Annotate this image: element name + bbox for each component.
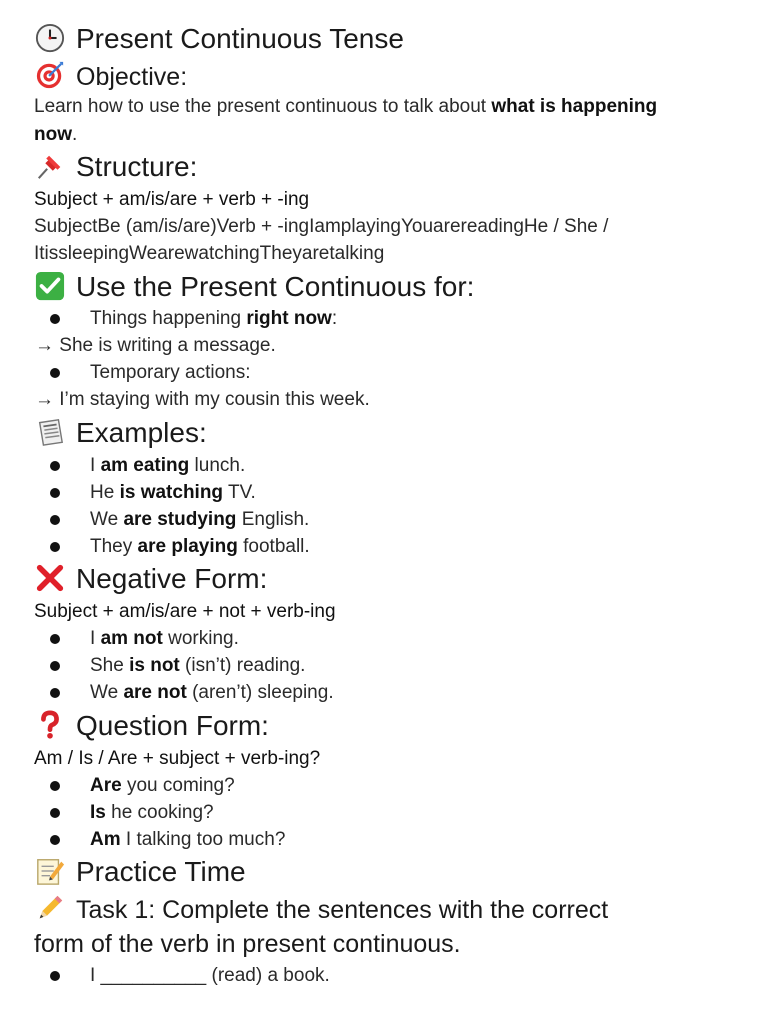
- practice-item-1: I __________ (read) a book.: [90, 965, 330, 986]
- structure-heading: [34, 150, 197, 184]
- negative-text: We: [90, 682, 124, 703]
- use-item-1: [90, 305, 337, 332]
- examples-heading: [34, 416, 207, 450]
- page-title: [34, 22, 404, 56]
- negative-item-2: [90, 652, 305, 679]
- question-mark-icon: [34, 710, 68, 740]
- bullet-dot: [50, 542, 60, 552]
- structure-table-line2: ItissleepingWearewatchingTheyaretalking: [34, 243, 385, 264]
- bullet-dot: [50, 781, 60, 791]
- use-heading-text: Use the Present Continuous for:: [76, 271, 475, 302]
- negative-text: I: [90, 628, 101, 649]
- negative-text: (aren’t) sleeping.: [186, 682, 334, 703]
- negative-verb: are not: [123, 682, 187, 703]
- bullet-dot: [50, 808, 60, 818]
- question-item-3: [90, 826, 285, 853]
- task-heading-text: Task 1: Complete the sentences with the correct: [76, 896, 609, 924]
- example-verb: are studying: [123, 509, 237, 530]
- example-item-4: [90, 533, 310, 560]
- negative-text: (isn’t) reading.: [179, 655, 306, 676]
- question-text: he cooking?: [105, 802, 214, 823]
- pencil-icon: [34, 893, 68, 923]
- example-text: football.: [237, 536, 310, 557]
- example-verb: am eating: [100, 455, 190, 476]
- objective-heading: [34, 60, 187, 93]
- example-text: English.: [236, 509, 310, 530]
- negative-verb: is not: [129, 655, 180, 676]
- question-item-1: [90, 772, 235, 799]
- structure-heading-text: Structure:: [76, 151, 198, 182]
- examples-heading-text: Examples:: [76, 417, 207, 448]
- structure-table-line1: SubjectBe (am/is/are)Verb + -ingIamplayingYouarereadingHe / She /: [34, 216, 609, 237]
- memo-icon: [34, 856, 68, 886]
- page-title-text: Present Continuous Tense: [76, 23, 404, 54]
- bullet-dot: [50, 515, 60, 525]
- negative-item-3: [90, 679, 334, 706]
- use-item-1-end: :: [331, 308, 338, 329]
- question-formula: Am / Is / Are + subject + verb-ing?: [34, 748, 321, 769]
- bullet-dot: [50, 661, 60, 671]
- question-text: I talking too much?: [120, 829, 286, 850]
- objective-text-end: .: [72, 124, 78, 145]
- bullet-dot: [50, 488, 60, 498]
- objective-emphasis-now: now: [34, 124, 72, 145]
- question-heading-text: Question Form:: [76, 710, 269, 741]
- check-mark-icon: [34, 271, 68, 301]
- example-item-2: [90, 479, 256, 506]
- objective-emphasis: what is happening: [491, 96, 658, 117]
- example-verb: are playing: [137, 536, 238, 557]
- use-item-1-example: → She is writing a message.: [35, 335, 276, 356]
- question-verb: Is: [90, 802, 106, 823]
- example-item-1: [90, 452, 245, 479]
- target-icon: [34, 60, 68, 90]
- negative-text: She: [90, 655, 130, 676]
- use-heading: [34, 270, 474, 304]
- bullet-dot: [50, 461, 60, 471]
- pushpin-icon: [34, 151, 68, 181]
- bullet-dot: [50, 688, 60, 698]
- bullet-dot: [50, 368, 60, 378]
- negative-heading: [34, 562, 267, 596]
- structure-formula: Subject + am/is/are + verb + -ing: [34, 189, 310, 210]
- use-item-1-bold: right now: [246, 308, 332, 329]
- question-verb: Am: [90, 829, 121, 850]
- negative-formula: Subject + am/is/are + not + verb-ing: [34, 601, 336, 622]
- bullet-dot: [50, 634, 60, 644]
- task-heading-line1: [34, 893, 608, 926]
- example-text: We: [90, 509, 124, 530]
- example-text: He: [90, 482, 120, 503]
- example-text: They: [90, 536, 138, 557]
- objective-heading-text: Objective:: [76, 63, 188, 91]
- use-item-1-text: Things happening: [90, 308, 247, 329]
- use-item-2: Temporary actions:: [90, 362, 251, 383]
- bullet-dot: [50, 835, 60, 845]
- cross-mark-icon: [34, 563, 68, 593]
- newspaper-icon: [34, 417, 68, 447]
- clock-icon: [34, 23, 68, 53]
- question-item-2: [90, 799, 214, 826]
- objective-text-line1: [34, 93, 657, 120]
- negative-text: working.: [162, 628, 239, 649]
- example-text: lunch.: [189, 455, 246, 476]
- practice-heading: [34, 855, 246, 889]
- bullet-dot: [50, 971, 60, 981]
- task-heading-line2: form of the verb in present continuous.: [34, 930, 461, 958]
- example-verb: is watching: [119, 482, 224, 503]
- practice-heading-text: Practice Time: [76, 856, 246, 887]
- question-text: you coming?: [121, 775, 235, 796]
- question-heading: [34, 709, 269, 743]
- use-item-2-example: → I’m staying with my cousin this week.: [35, 389, 370, 410]
- negative-item-1: [90, 625, 239, 652]
- negative-heading-text: Negative Form:: [76, 563, 268, 594]
- negative-verb: am not: [100, 628, 163, 649]
- question-verb: Are: [90, 775, 122, 796]
- objective-text-line2: [34, 121, 77, 148]
- objective-text: Learn how to use the present continuous to talk about: [34, 96, 492, 117]
- example-item-3: [90, 506, 309, 533]
- example-text: I: [90, 455, 101, 476]
- bullet-dot: [50, 314, 60, 324]
- example-text: TV.: [223, 482, 256, 503]
